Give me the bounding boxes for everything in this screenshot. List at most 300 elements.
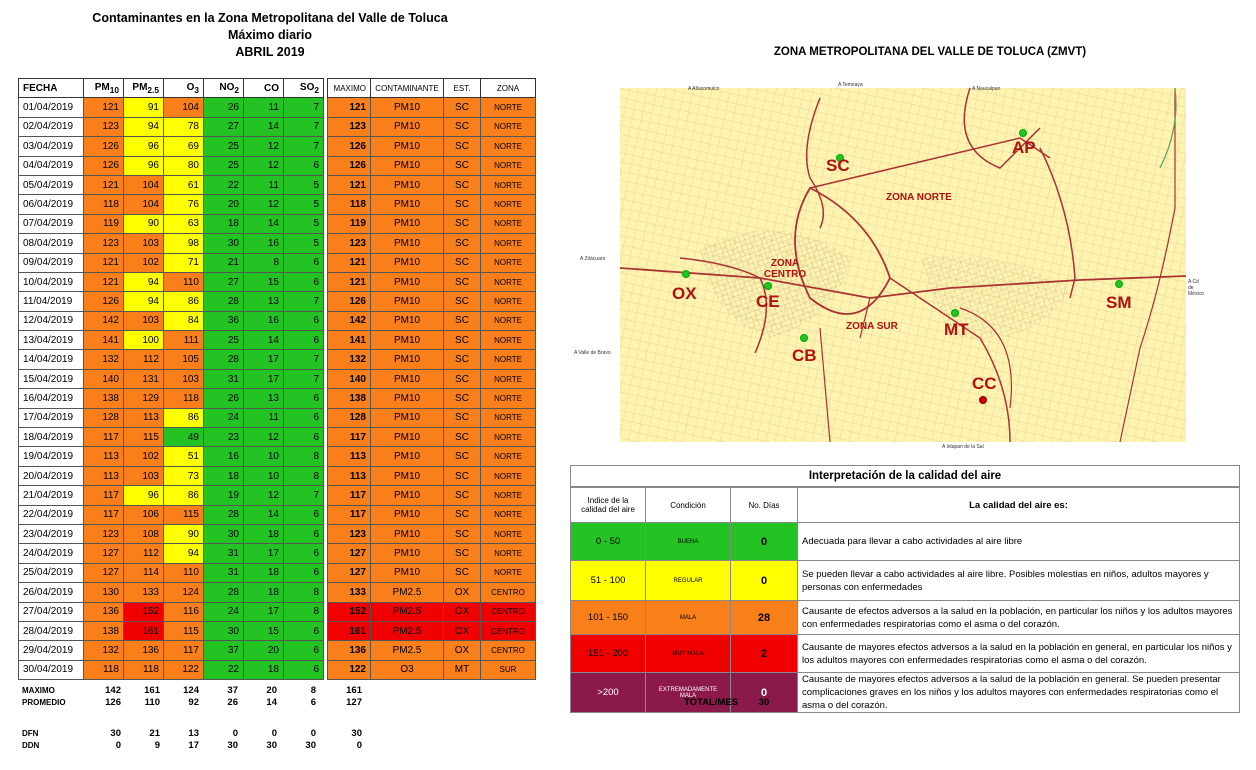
station-sc-label: SC [826,156,850,175]
cell-estacion: SC [444,98,481,117]
cell-pm10: 121 [84,175,124,194]
cell-no2: 18 [204,466,244,485]
cell-co: 18 [244,524,284,543]
cell-estacion: SC [444,408,481,427]
header-zona: ZONA [481,79,536,98]
station-mt-marker [952,310,959,317]
cell-contaminante: PM2.5 [371,583,444,602]
cell-estacion: SC [444,369,481,388]
cell-contaminante: PM10 [371,466,444,485]
cell-co: 12 [244,486,284,505]
header-no2: $NO_2$ [204,79,244,98]
legend-days: 0 [731,523,798,561]
cell-co: 11 [244,408,284,427]
summary-value: 13 [188,727,199,739]
road-valle-bravo: A Valle de Bravo [574,350,611,356]
cell-pm25: 136 [124,641,164,660]
legend-days: 0 [731,673,798,713]
cell-contaminante: PM10 [371,563,444,582]
legend-condition: REGULAR [646,561,731,601]
cell-estacion: SC [444,350,481,369]
table-row [19,641,536,660]
cell-estacion: SC [444,563,481,582]
cell-pm10: 117 [84,486,124,505]
cell-o3: 76 [164,195,204,214]
cell-contaminante: PM10 [371,214,444,233]
cell-pm10: 128 [84,408,124,427]
station-mt-label: MT [944,320,969,339]
cell-zona: NORTE [481,428,536,447]
cell-fecha: 26/04/2019 [19,583,84,602]
cell-contaminante: PM10 [371,524,444,543]
cell-estacion: SC [444,466,481,485]
cell-pm10: 132 [84,350,124,369]
summary-label: DDN [22,740,40,750]
cell-contaminante: PM10 [371,505,444,524]
header-fecha: FECHA [19,79,84,98]
cell-so2: 6 [284,660,324,679]
cell-so2: 6 [284,621,324,640]
table-row [19,524,536,543]
cell-contaminante: PM10 [371,117,444,136]
summary-value: 17 [188,739,199,751]
cell-co: 20 [244,641,284,660]
zone-centro-label: ZONA CENTRO [763,258,807,280]
cell-maximo: 127 [328,544,371,563]
cell-contaminante: PM10 [371,428,444,447]
summary-value: 0 [310,727,316,739]
road-atlacomulco: A Atlacomulco [688,86,720,92]
table-row [19,214,536,233]
legend-header-days: No. Días [731,488,798,523]
table-row [19,350,536,369]
cell-fecha: 07/04/2019 [19,214,84,233]
cell-pm10: 126 [84,292,124,311]
station-ap-marker [1020,130,1027,137]
summary-value: 124 [183,684,199,696]
legend-table [570,487,1240,713]
summary-value: 6 [310,696,316,708]
legend-header-index: Indice de la calidad del aire [571,488,646,523]
cell-zona: NORTE [481,447,536,466]
cell-fecha: 14/04/2019 [19,350,84,369]
cell-zona: NORTE [481,331,536,350]
cell-fecha: 29/04/2019 [19,641,84,660]
header-contaminante: CONTAMINANTE [371,79,444,98]
cell-fecha: 27/04/2019 [19,602,84,621]
cell-pm25: 112 [124,544,164,563]
cell-o3: 63 [164,214,204,233]
cell-estacion: SC [444,272,481,291]
cell-co: 12 [244,428,284,447]
cell-estacion: SC [444,311,481,330]
total-month [684,697,769,708]
cell-fecha: 04/04/2019 [19,156,84,175]
cell-pm10: 126 [84,156,124,175]
cell-o3: 122 [164,660,204,679]
cell-co: 15 [244,621,284,640]
cell-o3: 73 [164,466,204,485]
cell-no2: 28 [204,505,244,524]
cell-maximo: 132 [328,350,371,369]
cell-contaminante: PM10 [371,331,444,350]
cell-pm10: 123 [84,234,124,253]
pollutant-table [18,78,536,680]
station-sm-label: SM [1106,293,1132,312]
cell-zona: NORTE [481,563,536,582]
station-ap-label: AP [1012,138,1036,157]
cell-o3: 98 [164,234,204,253]
summary-value: 9 [154,739,160,751]
cell-maximo: 141 [328,331,371,350]
legend-range: 151 - 200 [571,635,646,673]
cell-zona: CENTRO [481,641,536,660]
cell-contaminante: PM10 [371,253,444,272]
cell-fecha: 02/04/2019 [19,117,84,136]
table-row [19,98,536,117]
station-ox-label: OX [672,284,697,303]
cell-co: 12 [244,156,284,175]
cell-so2: 6 [284,505,324,524]
table-row [19,466,536,485]
cell-no2: 36 [204,311,244,330]
cell-so2: 5 [284,234,324,253]
table-row [19,175,536,194]
air-quality-legend [570,465,1240,713]
cell-maximo: 138 [328,389,371,408]
cell-contaminante: PM10 [371,156,444,175]
cell-maximo: 123 [328,524,371,543]
cell-o3: 117 [164,641,204,660]
header-co: CO [244,79,284,98]
summary-row [18,727,366,739]
cell-co: 17 [244,369,284,388]
header-estacion: EST. [444,79,481,98]
cell-so2: 6 [284,563,324,582]
zone-sur-label: ZONA SUR [846,321,898,332]
cell-so2: 6 [284,544,324,563]
table-row [19,253,536,272]
cell-o3: 49 [164,428,204,447]
cell-estacion: SC [444,447,481,466]
cell-contaminante: PM10 [371,292,444,311]
summary-value: 14 [266,696,277,708]
cell-so2: 7 [284,98,324,117]
legend-description: Se pueden llevar a cabo actividades al aire libre. Posibles molestias en niños, adultos mayores y personas con enfermedades [798,561,1240,601]
cell-estacion: SC [444,253,481,272]
cell-so2: 7 [284,137,324,156]
cell-o3: 124 [164,583,204,602]
cell-fecha: 21/04/2019 [19,486,84,505]
station-ce-marker [765,283,772,290]
table-row [19,408,536,427]
cell-fecha: 28/04/2019 [19,621,84,640]
cell-co: 17 [244,544,284,563]
table-row [19,621,536,640]
summary-value: 30 [227,739,238,751]
cell-fecha: 03/04/2019 [19,137,84,156]
cell-so2: 8 [284,466,324,485]
cell-contaminante: PM10 [371,486,444,505]
road-temoaya: A Temoaya [838,82,863,88]
summary-value: 37 [227,684,238,696]
table-row [19,486,536,505]
summary-label: DFN [22,728,39,738]
legend-days: 0 [731,561,798,601]
station-ox-marker [683,271,690,278]
cell-pm10: 123 [84,524,124,543]
cell-contaminante: PM10 [371,311,444,330]
cell-pm10: 118 [84,660,124,679]
legend-description: Causante de mayores efectos adversos a la salud de la población en general. Se pueden presentar complicaciones graves en los niños y los adultos mayores con enfermedades respiratorias como el asma o del corazón. [798,673,1240,713]
cell-co: 10 [244,447,284,466]
cell-fecha: 20/04/2019 [19,466,84,485]
cell-pm10: 127 [84,544,124,563]
cell-maximo: 121 [328,98,371,117]
cell-so2: 8 [284,602,324,621]
cell-contaminante: PM10 [371,408,444,427]
cell-pm25: 114 [124,563,164,582]
cell-zona: NORTE [481,486,536,505]
table-row [19,117,536,136]
cell-no2: 26 [204,98,244,117]
cell-no2: 20 [204,195,244,214]
cell-no2: 31 [204,544,244,563]
cell-no2: 37 [204,641,244,660]
summary-row [18,696,366,708]
cell-pm25: 96 [124,137,164,156]
cell-co: 18 [244,660,284,679]
cell-co: 16 [244,234,284,253]
cell-o3: 69 [164,137,204,156]
cell-maximo: 133 [328,583,371,602]
table-row [19,369,536,388]
table-row [19,583,536,602]
cell-estacion: SC [444,428,481,447]
cell-no2: 30 [204,234,244,253]
summary-value: 161 [144,684,160,696]
total-value: 30 [758,697,770,708]
cell-o3: 110 [164,272,204,291]
zone-norte-label: ZONA NORTE [886,192,952,203]
cell-contaminante: O3 [371,660,444,679]
cell-zona: NORTE [481,350,536,369]
cell-estacion: SC [444,175,481,194]
cell-estacion: SC [444,505,481,524]
cell-co: 12 [244,137,284,156]
cell-pm10: 127 [84,563,124,582]
cell-o3: 71 [164,253,204,272]
cell-pm10: 118 [84,195,124,214]
legend-description: Adecuada para llevar a cabo actividades al aire libre [798,523,1240,561]
cell-fecha: 24/04/2019 [19,544,84,563]
cell-estacion: SC [444,156,481,175]
station-cb-marker [801,335,808,342]
cell-zona: NORTE [481,195,536,214]
cell-estacion: SC [444,214,481,233]
summary-value: 30 [110,727,121,739]
summary-value: 92 [188,696,199,708]
cell-pm25: 118 [124,660,164,679]
legend-range: 101 - 150 [571,601,646,635]
cell-no2: 28 [204,292,244,311]
cell-co: 14 [244,214,284,233]
cell-pm10: 142 [84,311,124,330]
zmvt-map [574,82,1204,450]
cell-co: 14 [244,505,284,524]
cell-zona: NORTE [481,253,536,272]
cell-contaminante: PM10 [371,350,444,369]
road-ixtapan: A Ixtapan de la Sal [942,444,984,450]
cell-contaminante: PM10 [371,272,444,291]
table-row [19,331,536,350]
cell-maximo: 140 [328,369,371,388]
cell-so2: 5 [284,175,324,194]
table-row [19,660,536,679]
cell-co: 13 [244,389,284,408]
cell-estacion: SC [444,234,481,253]
cell-co: 10 [244,466,284,485]
cell-pm10: 126 [84,137,124,156]
cell-no2: 30 [204,621,244,640]
cell-co: 16 [244,311,284,330]
summary-value: 0 [271,727,277,739]
cell-contaminante: PM10 [371,369,444,388]
cell-so2: 7 [284,292,324,311]
cell-maximo: 117 [328,505,371,524]
cell-estacion: SC [444,195,481,214]
cell-maximo: 121 [328,175,371,194]
summary-value: 0 [115,739,121,751]
legend-condition: EXTREMADAMENTE MALA [646,673,731,713]
cell-no2: 25 [204,156,244,175]
cell-co: 17 [244,350,284,369]
cell-fecha: 13/04/2019 [19,331,84,350]
cell-maximo: 127 [328,563,371,582]
cell-fecha: 06/04/2019 [19,195,84,214]
station-ce-label: CE [756,292,780,311]
cell-pm25: 113 [124,408,164,427]
cell-pm25: 106 [124,505,164,524]
cell-zona: NORTE [481,98,536,117]
cell-o3: 61 [164,175,204,194]
cell-o3: 103 [164,369,204,388]
station-cc-label: CC [972,374,997,393]
cell-pm25: 96 [124,486,164,505]
cell-so2: 6 [284,331,324,350]
cell-pm25: 94 [124,117,164,136]
table-row [19,195,536,214]
cell-zona: NORTE [481,156,536,175]
cell-estacion: SC [444,137,481,156]
summary-table [18,684,366,708]
cell-contaminante: PM10 [371,234,444,253]
cell-fecha: 15/04/2019 [19,369,84,388]
cell-maximo: 122 [328,660,371,679]
cell-so2: 5 [284,214,324,233]
report-title: Contaminantes en la Zona Metropolitana del Valle de Toluca [92,11,448,25]
cell-no2: 28 [204,583,244,602]
cell-zona: NORTE [481,524,536,543]
cell-so2: 8 [284,583,324,602]
cell-o3: 110 [164,563,204,582]
cell-pm25: 103 [124,234,164,253]
header-pm25: $PM_{2.5}$ [124,79,164,98]
cell-o3: 86 [164,486,204,505]
header-o3: $O_3$ [164,79,204,98]
cell-zona: NORTE [481,175,536,194]
table-row [19,292,536,311]
cell-estacion: SC [444,544,481,563]
cell-zona: CENTRO [481,583,536,602]
cell-o3: 90 [164,524,204,543]
cell-fecha: 05/04/2019 [19,175,84,194]
cell-co: 11 [244,98,284,117]
table-row [19,234,536,253]
cell-so2: 6 [284,524,324,543]
summary-value: 0 [232,727,238,739]
legend-condition: MALA [646,601,731,635]
cell-no2: 31 [204,563,244,582]
cell-maximo: 118 [328,195,371,214]
cell-pm25: 94 [124,292,164,311]
table-row [19,137,536,156]
cell-estacion: OX [444,583,481,602]
cell-no2: 25 [204,331,244,350]
cell-zona: NORTE [481,117,536,136]
cell-so2: 7 [284,486,324,505]
cell-no2: 25 [204,137,244,156]
summary-row [18,739,366,751]
cell-estacion: OX [444,621,481,640]
legend-row [571,673,1240,713]
map-title: ZONA METROPOLITANA DEL VALLE DE TOLUCA (ZMVT) [773,46,1087,58]
cell-o3: 94 [164,544,204,563]
summary-value: 30 [305,739,316,751]
road-naucalpan: A Naucalpan [972,86,1001,92]
legend-range: 51 - 100 [571,561,646,601]
cell-pm25: 129 [124,389,164,408]
days-table [18,727,366,751]
summary-value: 20 [266,684,277,696]
cell-o3: 104 [164,98,204,117]
cell-pm10: 130 [84,583,124,602]
report-subtitle: Máximo diario [227,28,313,42]
cell-estacion: SC [444,331,481,350]
cell-estacion: SC [444,486,481,505]
cell-maximo: 128 [328,408,371,427]
cell-estacion: SC [444,117,481,136]
cell-so2: 7 [284,350,324,369]
legend-description: Causante de mayores efectos adversos a la salud en la población en general, en particular los niños y los adultos mayores con enfermedades respiratorias como el asma o del corazón. [798,635,1240,673]
cell-pm25: 108 [124,524,164,543]
cell-zona: NORTE [481,544,536,563]
cell-pm25: 161 [124,621,164,640]
cell-co: 17 [244,602,284,621]
cell-no2: 30 [204,524,244,543]
cell-pm25: 152 [124,602,164,621]
summary-value: 142 [105,684,121,696]
cell-zona: NORTE [481,272,536,291]
cell-maximo: 126 [328,292,371,311]
cell-o3: 105 [164,350,204,369]
cell-maximo: 126 [328,137,371,156]
cell-fecha: 01/04/2019 [19,98,84,117]
legend-row [571,561,1240,601]
cell-pm10: 121 [84,253,124,272]
road-cdmx: A Cd de México [1188,279,1204,297]
cell-contaminante: PM10 [371,447,444,466]
